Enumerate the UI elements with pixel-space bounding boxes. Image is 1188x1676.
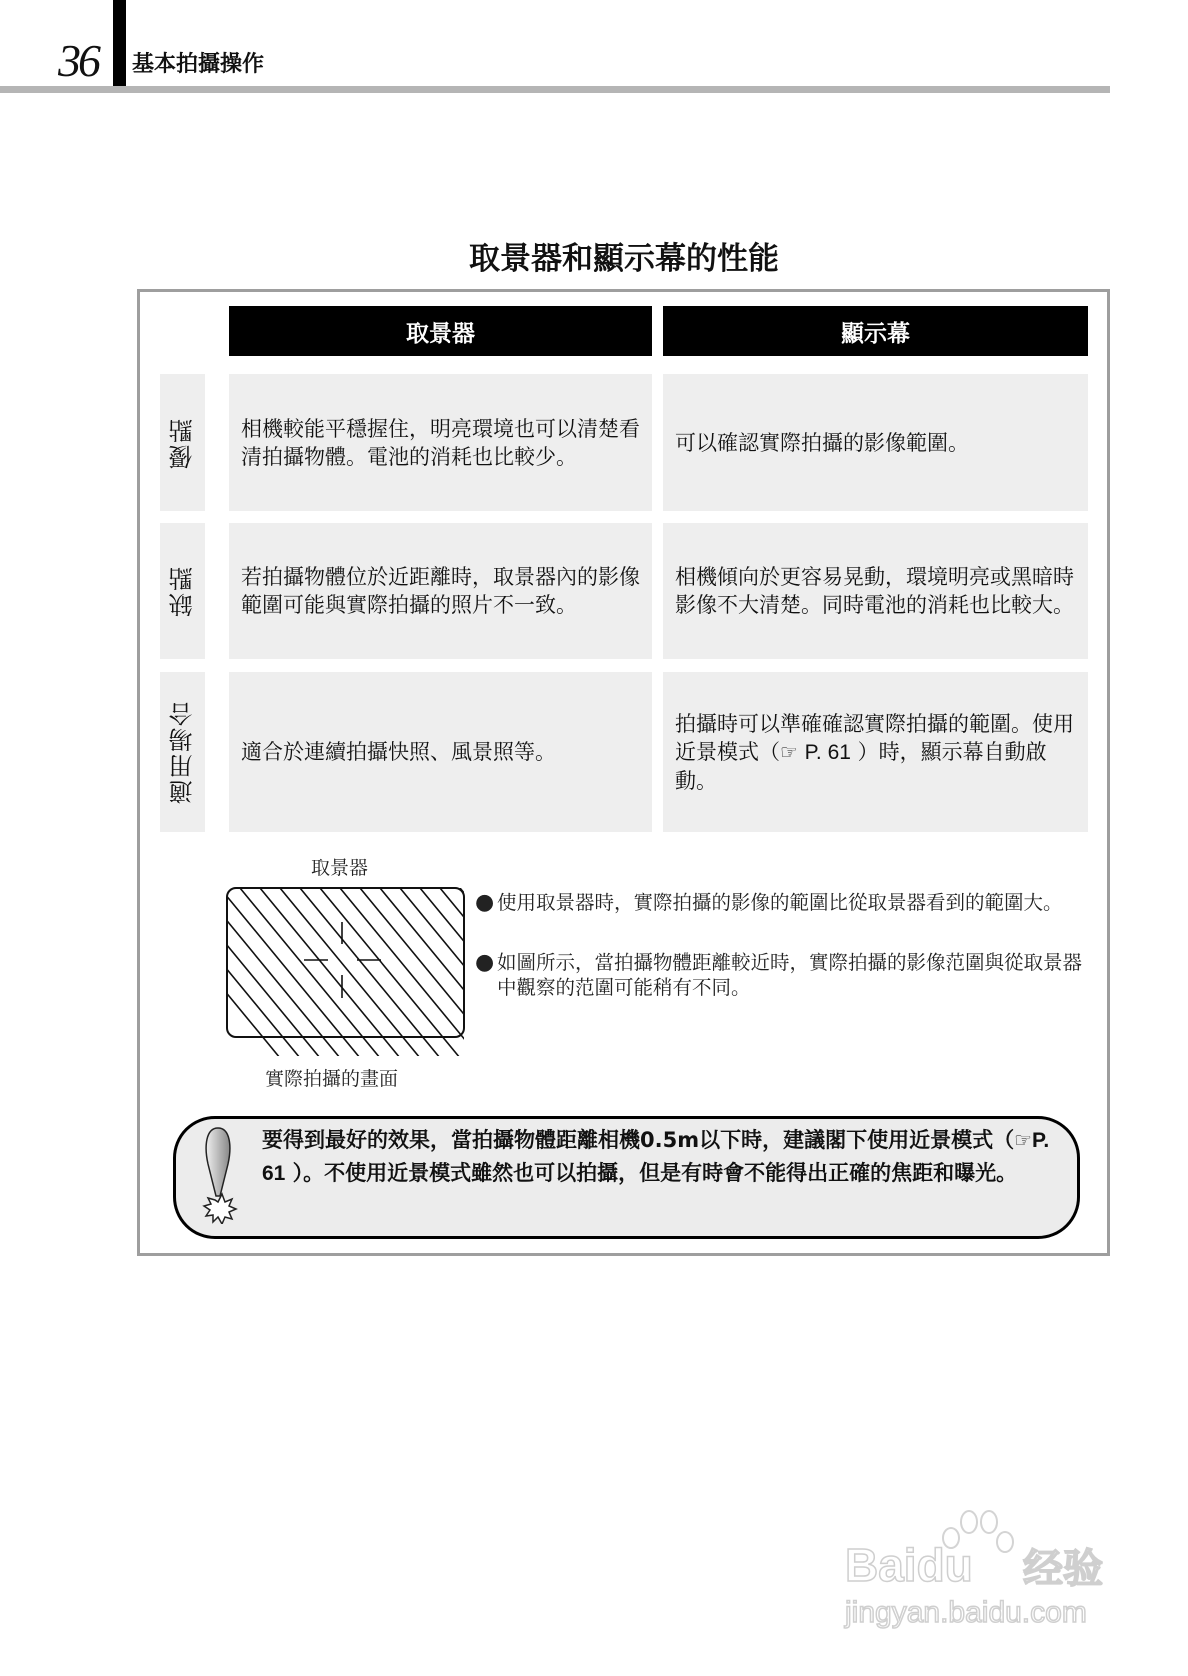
baidu-watermark	[845, 1500, 1115, 1630]
hatch-line	[280, 888, 420, 1058]
hatch-line	[160, 888, 300, 1058]
hatch-line	[180, 888, 320, 1058]
note-text: 如圖所示，當拍攝物體距離較近時，實際拍攝的影像范圍與從取景器中觀察的范圍可能稍有不同。	[497, 951, 1083, 999]
tip-text-before: 要得到最好的效果，當拍攝物體距離相機0.5m以下時，建議閣下使用近景模式（	[262, 1128, 1015, 1152]
hatch-line	[260, 888, 400, 1058]
page-reference[interactable]: P. 61	[262, 1129, 1050, 1185]
row-label-text: 優點	[169, 416, 197, 469]
page-number: 36	[58, 35, 98, 86]
watermark-product: 经验	[1023, 1547, 1103, 1591]
usage-text-after: ）時，顯示幕自動啟動。	[675, 739, 1047, 793]
hatch-line	[300, 888, 440, 1058]
note-item	[475, 950, 1085, 1000]
page-title: 取景器和顯示幕的性能	[469, 241, 779, 277]
bullet-icon: ●	[475, 890, 495, 915]
exclamation-icon	[196, 1124, 240, 1224]
cell-viewfinder-advantages: 相機較能平穩握住，明亮環境也可以清楚看清拍攝物體。電池的消耗也比較少。	[229, 374, 652, 511]
row-label-text: 缺點	[169, 565, 197, 617]
column-header-monitor: 顯示幕	[663, 306, 1088, 356]
usage-text-before: 拍攝時可以準確確認實際拍攝的範圍。使用近景模式（	[675, 711, 1074, 764]
row-label-text: 適用場合	[169, 700, 197, 804]
hatch-line	[140, 888, 280, 1058]
watermark-url: jingyan.baidu.com	[845, 1596, 1087, 1629]
hatch-line	[220, 888, 360, 1058]
hatch-line	[320, 888, 460, 1058]
note-text: 使用取景器時，實際拍攝的影像的範圍比從取景器看到的範圍大。	[497, 891, 1063, 914]
tip-text-after: ）。不使用近景模式雖然也可以拍攝，但是有時會不能得出正確的焦距和曝光。	[292, 1161, 1018, 1185]
page-reference[interactable]: P. 61	[804, 740, 851, 764]
cell-monitor-disadvantages: 相機傾向於更容易晃動，環境明亮或黑暗時影像不大清楚。同時電池的消耗也比較大。	[663, 523, 1088, 659]
cell-monitor-advantages: 可以確認實際拍攝的影像範圍。	[663, 374, 1088, 511]
cell-viewfinder-usage: 適合於連續拍攝快照、風景照等。	[229, 672, 652, 832]
diagram-label-viewfinder: 取景器	[311, 857, 369, 879]
pointing-hand-icon: ☞	[780, 739, 798, 764]
hatch-line	[200, 888, 340, 1058]
column-header-viewfinder: 取景器	[229, 306, 652, 356]
bullet-icon: ●	[475, 950, 495, 975]
cell-viewfinder-disadvantages: 若拍攝物體位於近距離時，取景器內的影像範圍可能與實際拍攝的照片不一致。	[229, 523, 652, 659]
hatch-line	[340, 888, 480, 1058]
note-item	[475, 890, 1085, 915]
crosshair-icon	[304, 922, 381, 998]
pointing-hand-icon: ☞	[1014, 1128, 1033, 1152]
hatch-line	[240, 888, 380, 1058]
diagram-label-actual: 實際拍攝的畫面	[265, 1068, 399, 1090]
watermark-brand: Baidu	[845, 1539, 973, 1591]
tip-text	[262, 1124, 1062, 1190]
section-title: 基本拍攝操作	[132, 52, 265, 77]
viewfinder-frame	[227, 888, 464, 1037]
